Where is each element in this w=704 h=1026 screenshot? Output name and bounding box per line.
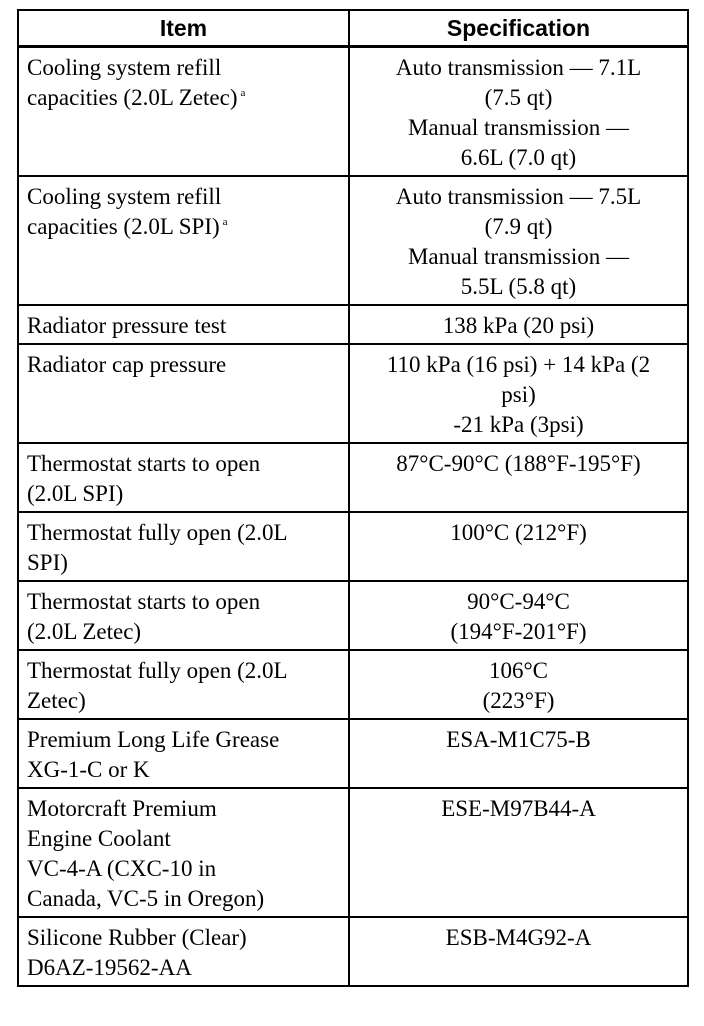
specification-table xyxy=(17,9,689,987)
item-text: Thermostat starts to open xyxy=(27,451,261,476)
specification-cell xyxy=(349,176,688,305)
specification-cell xyxy=(349,788,688,917)
item-text: XG-1-C or K xyxy=(27,757,150,782)
item-text: Engine Coolant xyxy=(27,826,171,851)
item-cell xyxy=(18,176,349,305)
table-row xyxy=(18,176,688,305)
header-item: Item xyxy=(18,10,349,47)
specification-cell xyxy=(349,581,688,650)
specification-text: (223°F) xyxy=(482,688,555,713)
item-text: Cooling system refill xyxy=(27,55,222,80)
item-cell xyxy=(18,917,349,986)
item-text: Zetec) xyxy=(27,688,86,713)
specification-cell xyxy=(349,917,688,986)
item-text: Motorcraft Premium xyxy=(27,796,217,821)
specification-cell xyxy=(349,305,688,344)
item-text: VC-4-A (CXC-10 in xyxy=(27,856,217,881)
item-text: D6AZ-19562-AA xyxy=(27,955,192,980)
item-text: (2.0L Zetec) xyxy=(27,619,142,644)
item-text: (2.0L SPI) xyxy=(27,481,124,506)
footnote-marker: a xyxy=(222,216,228,229)
table-body xyxy=(18,47,688,987)
item-cell xyxy=(18,305,349,344)
table-row xyxy=(18,443,688,512)
table-row xyxy=(18,650,688,719)
table-row xyxy=(18,788,688,917)
footnote-marker: a xyxy=(240,87,246,100)
specification-text: (7.9 qt) xyxy=(484,214,553,239)
table-row xyxy=(18,512,688,581)
specification-cell xyxy=(349,344,688,443)
table-row xyxy=(18,344,688,443)
specification-text: Manual transmission — xyxy=(407,115,630,140)
item-cell xyxy=(18,47,349,177)
specification-text: Auto transmission — 7.5L xyxy=(395,184,642,209)
specification-text: 6.6L (7.0 qt) xyxy=(460,145,577,170)
item-text: Thermostat starts to open xyxy=(27,589,261,614)
specification-text: Manual transmission — xyxy=(407,244,630,269)
specification-cell xyxy=(349,650,688,719)
specification-text: 87°C-90°C (188°F-195°F) xyxy=(396,451,641,476)
item-text: capacities (2.0L SPI) xyxy=(27,214,220,239)
item-cell xyxy=(18,650,349,719)
specification-text: 100°C (212°F) xyxy=(450,520,587,545)
specification-cell xyxy=(349,512,688,581)
item-text: capacities (2.0L Zetec) xyxy=(27,85,238,110)
item-line xyxy=(27,83,340,113)
table-row xyxy=(18,47,688,177)
item-text: Radiator cap pressure xyxy=(27,352,227,377)
item-cell xyxy=(18,443,349,512)
table-row xyxy=(18,917,688,986)
specification-text: ESE-M97B44-A xyxy=(441,796,596,821)
item-text: Silicone Rubber (Clear) xyxy=(27,925,247,950)
item-cell xyxy=(18,581,349,650)
item-cell xyxy=(18,512,349,581)
item-text: SPI) xyxy=(27,550,68,575)
specification-text: -21 kPa (3psi) xyxy=(453,412,584,437)
item-cell xyxy=(18,719,349,788)
specification-text: 110 kPa (16 psi) + 14 kPa (2 xyxy=(386,352,651,377)
specification-text: 90°C-94°C xyxy=(467,589,570,614)
item-cell xyxy=(18,788,349,917)
specification-cell xyxy=(349,47,688,177)
specification-text: 138 kPa (20 psi) xyxy=(442,313,595,338)
specification-text: 106°C xyxy=(488,658,549,683)
item-line xyxy=(27,212,340,242)
header-specification: Specification xyxy=(349,10,688,47)
table-row xyxy=(18,719,688,788)
item-text: Premium Long Life Grease xyxy=(27,727,280,752)
item-text: Canada, VC-5 in Oregon) xyxy=(27,886,265,911)
specification-cell xyxy=(349,443,688,512)
table-row xyxy=(18,305,688,344)
specification-text: ESB-M4G92-A xyxy=(445,925,592,950)
item-text: Radiator pressure test xyxy=(27,313,227,338)
item-text: Thermostat fully open (2.0L xyxy=(27,658,288,683)
item-cell xyxy=(18,344,349,443)
specification-text: 5.5L (5.8 qt) xyxy=(460,274,577,299)
item-text: Thermostat fully open (2.0L xyxy=(27,520,288,545)
specification-cell xyxy=(349,719,688,788)
specification-text: ESA-M1C75-B xyxy=(446,727,591,752)
specification-text: (7.5 qt) xyxy=(484,85,553,110)
header-row xyxy=(18,10,688,47)
specification-text: psi) xyxy=(501,382,536,407)
specification-text: Auto transmission — 7.1L xyxy=(395,55,642,80)
item-text: Cooling system refill xyxy=(27,184,222,209)
specification-text: (194°F-201°F) xyxy=(450,619,587,644)
table-row xyxy=(18,581,688,650)
